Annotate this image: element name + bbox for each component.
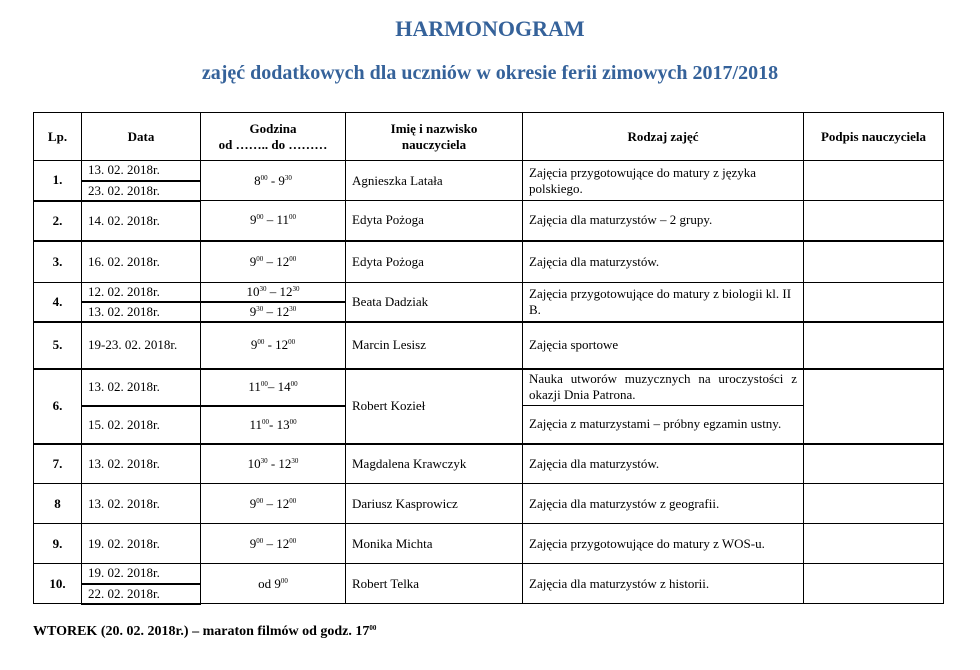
table-row <box>34 564 944 584</box>
kind-cell: Zajęcia dla maturzystów z geografii. <box>523 484 804 524</box>
teacher-cell: Marcin Lesisz <box>346 322 523 369</box>
header-kind: Rodzaj zajęć <box>523 113 804 161</box>
signature-cell <box>804 484 944 524</box>
table-row <box>34 369 944 406</box>
table-row <box>34 241 944 283</box>
kind-cell: Zajęcia dla maturzystów. <box>523 444 804 484</box>
date-cell: 19. 02. 2018r. <box>82 524 201 564</box>
time-cell: $10^{30} - 12^{30}$ <box>201 444 346 484</box>
time-cell: $9^{30} - 12^{30}$ <box>201 302 346 322</box>
header-date: Data <box>82 113 201 161</box>
signature-cell <box>804 283 944 322</box>
kind-cell: Zajęcia sportowe <box>523 322 804 369</box>
signature-cell <box>804 322 944 369</box>
date-cell: 13. 02. 2018r. <box>82 161 201 181</box>
table-header-row <box>34 113 944 161</box>
time-cell: $9^{00} - 12^{00}$ <box>201 524 346 564</box>
time-cell: $9^{00} - 11^{00}$ <box>201 201 346 241</box>
kind-cell: Zajęcia dla maturzystów z historii. <box>523 564 804 604</box>
signature-cell <box>804 444 944 484</box>
time-cell: $9^{00} - 12^{00}$ <box>201 241 346 283</box>
teacher-cell: Dariusz Kasprowicz <box>346 484 523 524</box>
table-row <box>34 322 944 369</box>
kind-cell: Zajęcia dla maturzystów. <box>523 241 804 283</box>
table-row <box>34 484 944 524</box>
header-lp: Lp. <box>34 113 82 161</box>
signature-cell <box>804 241 944 283</box>
footer-note: WTOREK (20. 02. 2018r.) – maraton filmów od godz. $17^{00}$ <box>33 624 377 639</box>
lp-cell: 5. <box>34 322 82 369</box>
teacher-cell: Edyta Pożoga <box>346 241 523 283</box>
teacher-cell: Monika Michta <box>346 524 523 564</box>
date-cell: 13. 02. 2018r. <box>82 302 201 322</box>
time-cell: $11^{00}-$ $14^{00}$ <box>201 369 346 406</box>
signature-cell <box>804 161 944 201</box>
signature-cell <box>804 201 944 241</box>
table-row <box>34 201 944 241</box>
schedule-table <box>33 112 944 605</box>
teacher-cell: Beata Dadziak <box>346 283 523 322</box>
teacher-cell: Robert Telka <box>346 564 523 604</box>
teacher-cell: Agnieszka Latała <box>346 161 523 201</box>
date-cell: 13. 02. 2018r. <box>82 484 201 524</box>
table-row <box>34 283 944 302</box>
teacher-cell: Edyta Pożoga <box>346 201 523 241</box>
lp-cell: 9. <box>34 524 82 564</box>
kind-cell: Zajęcia przygotowujące do matury z WOS-u. <box>523 524 804 564</box>
time-cell: od $9^{00}$ <box>201 564 346 604</box>
document-subtitle: zajęć dodatkowych dla uczniów w okresie ferii zimowych 2017/2018 <box>201 62 779 84</box>
table-row <box>34 161 944 181</box>
lp-cell: 6. <box>34 369 82 444</box>
time-cell: $10^{30} - 12^{30}$ <box>201 283 346 302</box>
date-cell: 19-23. 02. 2018r. <box>82 322 201 369</box>
lp-cell: 1. <box>34 161 82 201</box>
table-row <box>34 444 944 484</box>
lp-cell: 3. <box>34 241 82 283</box>
date-cell: 13. 02. 2018r. <box>82 369 201 406</box>
kind-cell: Nauka utworów muzycznych na uroczystości z okazji Dnia Patrona. <box>523 369 804 406</box>
header-signature: Podpis nauczyciela <box>804 113 944 161</box>
signature-cell <box>804 524 944 564</box>
kind-cell: Zajęcia przygotowujące do matury z biologii kl. II B. <box>523 283 804 322</box>
date-cell: 22. 02. 2018r. <box>82 584 201 604</box>
signature-cell <box>804 369 944 444</box>
signature-cell <box>804 564 944 604</box>
teacher-cell: Magdalena Krawczyk <box>346 444 523 484</box>
date-cell: 14. 02. 2018r. <box>82 201 201 241</box>
lp-cell: 4. <box>34 283 82 322</box>
lp-cell: 2. <box>34 201 82 241</box>
date-cell: 19. 02. 2018r. <box>82 564 201 584</box>
document-title: HARMONOGRAM <box>395 16 585 41</box>
time-cell: $9^{00} - 12^{00}$ <box>201 322 346 369</box>
kind-cell: Zajęcia przygotowujące do matury z języka polskiego. <box>523 161 804 201</box>
kind-cell: Zajęcia dla maturzystów – 2 grupy. <box>523 201 804 241</box>
table-row <box>34 524 944 564</box>
time-cell: $9^{00} - 12^{00}$ <box>201 484 346 524</box>
date-cell: 23. 02. 2018r. <box>82 181 201 201</box>
date-cell: 15. 02. 2018r. <box>82 406 201 444</box>
header-teacher: Imię i nazwisko nauczyciela <box>346 113 523 161</box>
teacher-cell: Robert Kozieł <box>346 369 523 444</box>
date-cell: 16. 02. 2018r. <box>82 241 201 283</box>
date-cell: 12. 02. 2018r. <box>82 283 201 302</box>
time-cell: $8^{00} - 9^{30}$ <box>201 161 346 201</box>
lp-cell: 10. <box>34 564 82 604</box>
kind-cell: Zajęcia z maturzystami – próbny egzamin ustny. <box>523 406 804 444</box>
time-cell: $11^{00}-$ $13^{00}$ <box>201 406 346 444</box>
header-time: Godzina od …….. do ……… <box>201 113 346 161</box>
date-cell: 13. 02. 2018r. <box>82 444 201 484</box>
lp-cell: 8 <box>34 484 82 524</box>
lp-cell: 7. <box>34 444 82 484</box>
